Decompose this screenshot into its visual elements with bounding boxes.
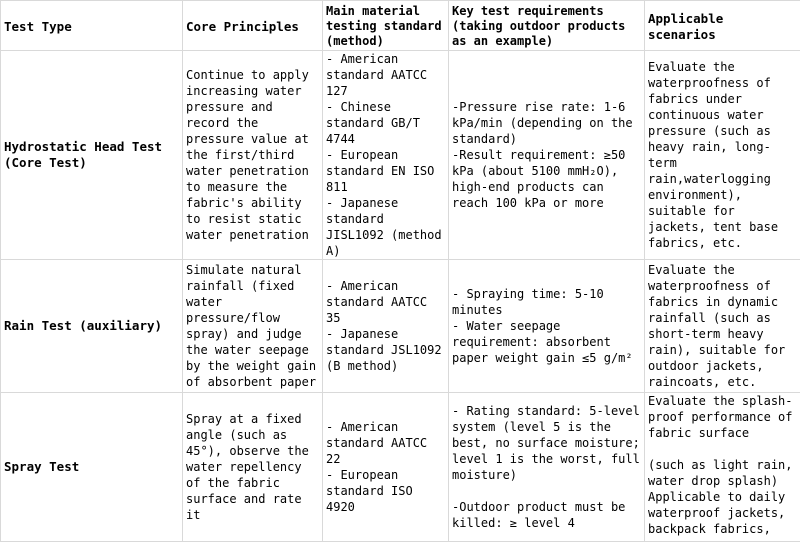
requirements-cell: - Rating standard: 5-level system (level 5 is the best, no surface moisture; level 1 is the worst, full moisture) -Outdoor product must be killed: ≥ level 4 [449, 393, 645, 542]
standards-cell: - American standard AATCC 127 - Chinese standard GB/T 4744 - European standard EN ISO 811 - Japanese standard JISL1092 (method A) [323, 51, 449, 260]
test-type-cell: Spray Test [1, 393, 183, 542]
table-row [1, 393, 800, 542]
header-scenarios: Applicable scenarios [645, 1, 800, 51]
core-principles-cell: Continue to apply increasing water pressure and record the pressure value at the first/third water penetration to measure the fabric's ability to resist static water penetration [183, 51, 323, 260]
header-core-principles: Core Principles [183, 1, 323, 51]
table-row [1, 51, 800, 260]
scenarios-cell: Evaluate the splash-proof performance of fabric surface (such as light rain, water drop splash) Applicable to daily waterproof jackets, backpack fabrics, [645, 393, 800, 542]
standards-cell: - American standard AATCC 35 - Japanese standard JSL1092 (B method) [323, 260, 449, 393]
core-principles-cell: Simulate natural rainfall (fixed water pressure/flow spray) and judge the water seepage by the weight gain of absorbent paper [183, 260, 323, 393]
header-row [1, 1, 800, 51]
requirements-cell: - Spraying time: 5-10 minutes - Water seepage requirement: absorbent paper weight gain ≤5 g/m² [449, 260, 645, 393]
standards-cell: - American standard AATCC 22 - European standard ISO 4920 [323, 393, 449, 542]
scenarios-cell: Evaluate the waterproofness of fabrics under continuous water pressure (such as heavy rain, long-term rain,waterlogging environment), suitable for jackets, tent base fabrics, etc. [645, 51, 800, 260]
header-test-type: Test Type [1, 1, 183, 51]
core-principles-cell: Spray at a fixed angle (such as 45°), observe the water repellency of the fabric surface and rate it [183, 393, 323, 542]
test-type-cell: Hydrostatic Head Test (Core Test) [1, 51, 183, 260]
header-requirements: Key test requirements (taking outdoor products as an example) [449, 1, 645, 51]
header-standards: Main material testing standard (method) [323, 1, 449, 51]
requirements-cell: -Pressure rise rate: 1-6 kPa/min (depending on the standard) -Result requirement: ≥50 kPa (about 5100 mmH₂O), high-end products can reach 100 kPa or more [449, 51, 645, 260]
scenarios-cell: Evaluate the waterproofness of fabrics in dynamic rainfall (such as short-term heavy rain), suitable for outdoor jackets, raincoats, etc. [645, 260, 800, 393]
table-row [1, 260, 800, 393]
test-type-cell: Rain Test (auxiliary) [1, 260, 183, 393]
